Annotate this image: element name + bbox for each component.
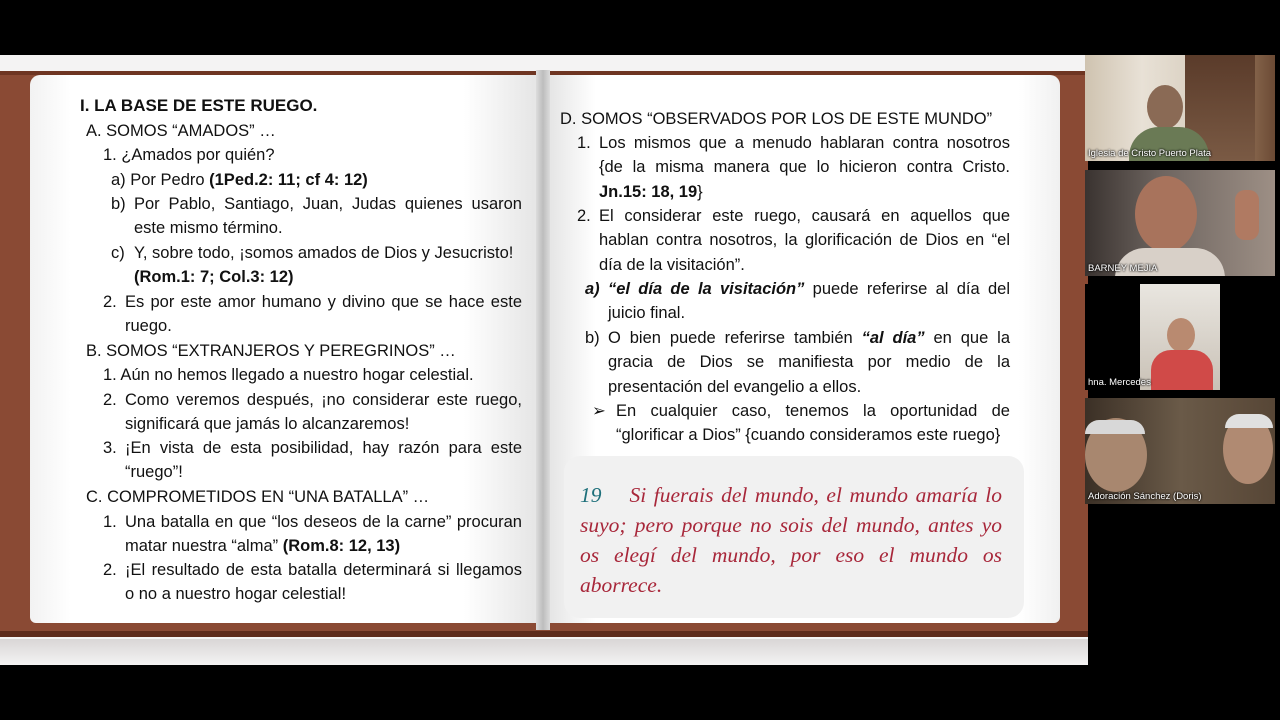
participant-name: Adoración Sánchez (Doris) [1088,491,1202,502]
point-a1c-ref: (Rom.1: 7; Col.3: 12) [134,268,294,286]
point-d2: El considerar este ruego, causará en aquellos que hablan contra nosotros, la glorificación de Dios en “el día de la visitación”. [599,207,1010,274]
point-a1b-label: b) [111,195,126,213]
point-b3-label: 3. [103,439,117,457]
point-d2b: O bien puede referirse también “al día” en que la gracia de Dios se manifiesta por medio de la presentación del evangelio a ellos. [608,329,1010,396]
arrow-bullet-icon: ➢ [592,402,606,420]
point-d1-label: 1. [577,134,591,152]
point-a1c-label: c) [111,244,125,262]
participant-tile[interactable] [1085,284,1275,390]
point-a2: Es por este amor humano y divino que se hace este ruego. [125,293,522,336]
book-spine [536,70,550,630]
point-b1: 1. Aún no hemos llegado a nuestro hogar celestial. [103,366,474,384]
point-a1c: Y, sobre todo, ¡somos amados de Dios y Jesucristo! [134,244,514,262]
point-b3: ¡En vista de esta posibilidad, hay razón para este “ruego”! [125,439,522,482]
participant-avatar [1167,318,1195,352]
participant-tile[interactable] [1085,170,1275,276]
point-c2: ¡El resultado de esta batalla determinará si llegamos o no a nuestro hogar celestial! [125,561,522,604]
point-d2-label: 2. [577,207,591,225]
verse-number: 19 [580,483,602,507]
point-c2-label: 2. [103,561,117,579]
point-a1b: Por Pablo, Santiago, Juan, Judas quienes usaron este mismo término. [134,195,522,238]
point-c1: Una batalla en que “los deseos de la carne” procuran matar nuestra “alma” (Rom.8: 12, 13) [125,513,522,556]
point-b-title: B. SOMOS “EXTRANJEROS Y PEREGRINOS” … [86,342,456,360]
point-c1-label: 1. [103,513,117,531]
point-d3: En cualquier caso, tenemos la oportunidad de “glorificar a Dios” {cuando consideramos este ruego} [616,402,1010,445]
point-a1a: a) Por Pedro (1Ped.2: 11; cf 4: 12) [111,171,368,189]
point-b2: Como veremos después, ¡no considerar este ruego, significará que jamás lo alcanzaremos! [125,391,522,434]
participant-tile[interactable] [1085,398,1275,504]
point-a1: 1. ¿Amados por quién? [103,146,275,164]
point-d2a-label: a) [585,280,600,298]
point-d1: Los mismos que a menudo hablaran contra nosotros {de la misma manera que lo hicieron contra Cristo. Jn.15: 18, 19} [599,134,1010,201]
point-d-title: D. SOMOS “OBSERVADOS POR LOS DE ESTE MUNDO” [560,110,993,128]
point-a-title: A. SOMOS “AMADOS” … [86,122,276,140]
bible-verse: 19 Si fuerais del mundo, el mundo amaría lo suyo; pero porque no sois del mundo, antes yo os elegí del mundo, por eso el mundo os aborrece. [580,483,1002,597]
point-a2-label: 2. [103,293,117,311]
section-heading: I. LA BASE DE ESTE RUEGO. [80,96,318,115]
point-b2-label: 2. [103,391,117,409]
point-d2b-label: b) [585,329,600,347]
participant-name: hna. Mercedes [1088,377,1151,388]
participant-name: BARNEY MEJIA [1088,263,1158,274]
participant-name: Iglesia de Cristo Puerto Plata [1088,148,1212,159]
participant-avatar [1147,85,1183,129]
point-d2a: “el día de la visitación” puede referirse al día del juicio final. [608,280,1010,323]
participant-avatar [1135,176,1197,252]
point-c-title: C. COMPROMETIDOS EN “UNA BATALLA” … [86,488,430,506]
participant-tile[interactable] [1085,55,1275,161]
